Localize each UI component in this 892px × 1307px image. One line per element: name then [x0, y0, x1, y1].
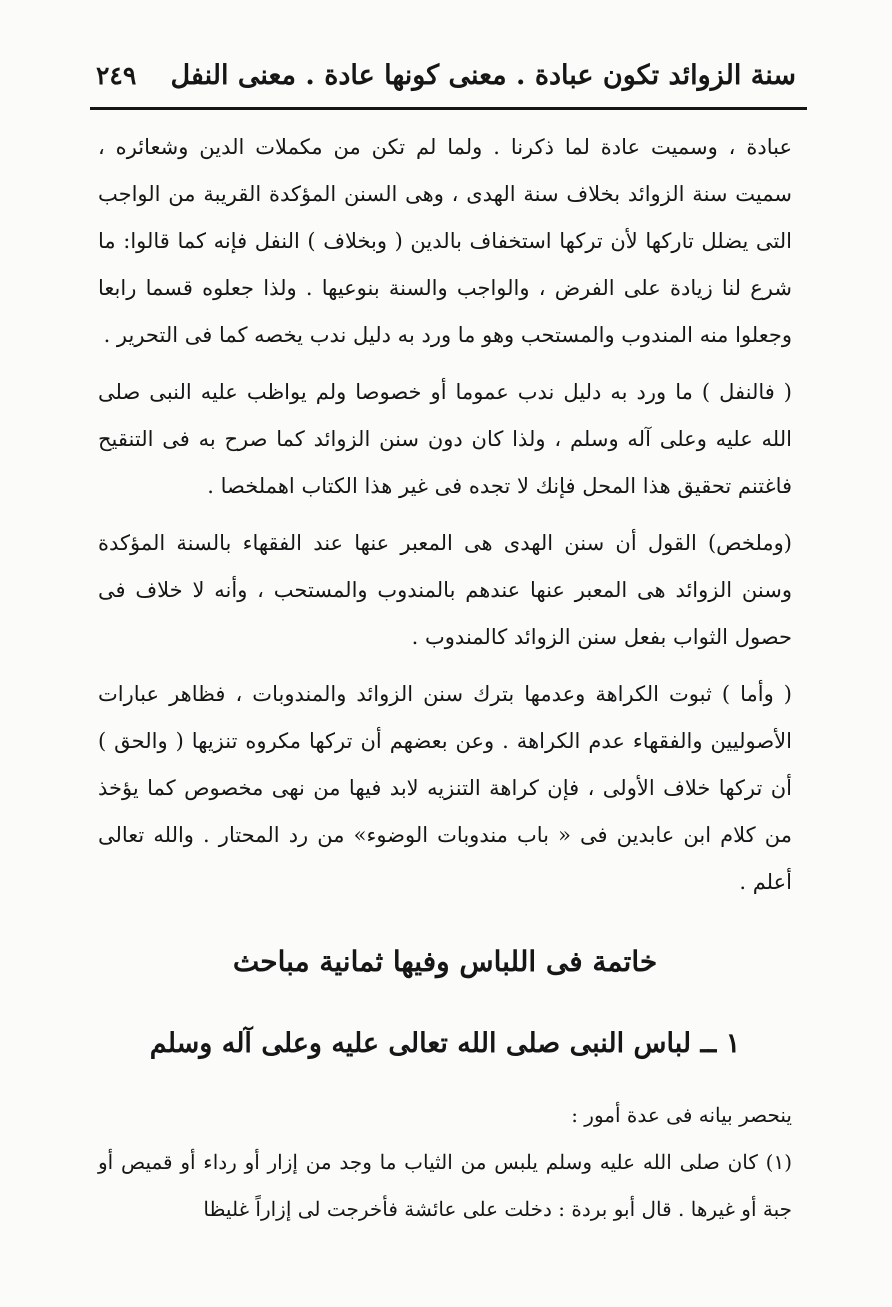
section-heading: خاتمة فى اللباس وفيها ثمانية مباحث: [232, 945, 658, 978]
list-item-1: (١) كان صلى الله عليه وسلم يلبس من الثياب ما وجد من إزار أو رداء أو قميص أو جبة أو غيرها . قال أبو بردة : دخلت على عائشة فأخرجت لى إزاراً غليظا: [98, 1150, 792, 1221]
page-header: [96, 52, 796, 98]
running-head: سنة الزوائد تكون عبادة . معنى كونها عادة . معنى النفل: [170, 59, 796, 91]
paragraph-summary: (وملخص) القول أن سنن الهدى هى المعبر عنها عند الفقهاء بالسنة المؤكدة وسنن الزوائد هى المعبر عنها عندهم بالمندوب والمستحب ، وأنه لا خلاف فى حصول الثواب بفعل سنن الزوائد كالمندوب .: [98, 531, 792, 649]
header-rule: [90, 107, 807, 110]
subsection-heading: ١ ــ لباس النبى صلى الله تعالى عليه وعلى آله وسلم: [149, 1028, 741, 1059]
page-number: ٢٤٩: [96, 60, 137, 90]
intro-line: ينحصر بيانه فى عدة أمور :: [571, 1103, 792, 1127]
paragraph-nafl: ( فالنفل ) ما ورد به دليل ندب عموما أو خصوصا ولم يواظب عليه النبى صلى الله عليه وعلى آله وسلم ، ولذا كان دون سنن الزوائد كما صرح به فى التنقيح فاغتنم تحقيق هذا المحل فإنك لا تجده فى غير هذا الكتاب اهملخصا .: [98, 380, 792, 498]
paragraph-karahah: ( وأما ) ثبوت الكراهة وعدمها بترك سنن الزوائد والمندوبات ، فظاهر عبارات الأصوليين والفقهاء عدم الكراهة . وعن بعضهم أن تركها مكروه تنزيها ( والحق ) أن تركها خلاف الأولى ، فإن كراهة التنزيه لابد فيها من نهى مخصوص كما يؤخذ من كلام ابن عابدين فى « باب مندوبات الوضوء» من رد المحتار . والله تعالى أعلم .: [98, 682, 792, 894]
paragraph-sunnah-zawaid: عبادة ، وسميت عادة لما ذكرنا . ولما لم تكن من مكملات الدين وشعائره ، سميت سنة الزوائد بخلاف سنة الهدى ، وهى السنن المؤكدة القريبة من الواجب التى يضلل تاركها لأن تركها استخفاف بالدين ( وبخلاف ) النفل فإنه كما قالوا: ما شرع لنا زيادة على الفرض ، والواجب والسنة بنوعيها . ولذا جعلوه قسما رابعا وجعلوا منه المندوب والمستحب وهو ما ورد به دليل ندب يخصه كما فى التحرير .: [98, 135, 792, 347]
page-body: [98, 124, 792, 1233]
